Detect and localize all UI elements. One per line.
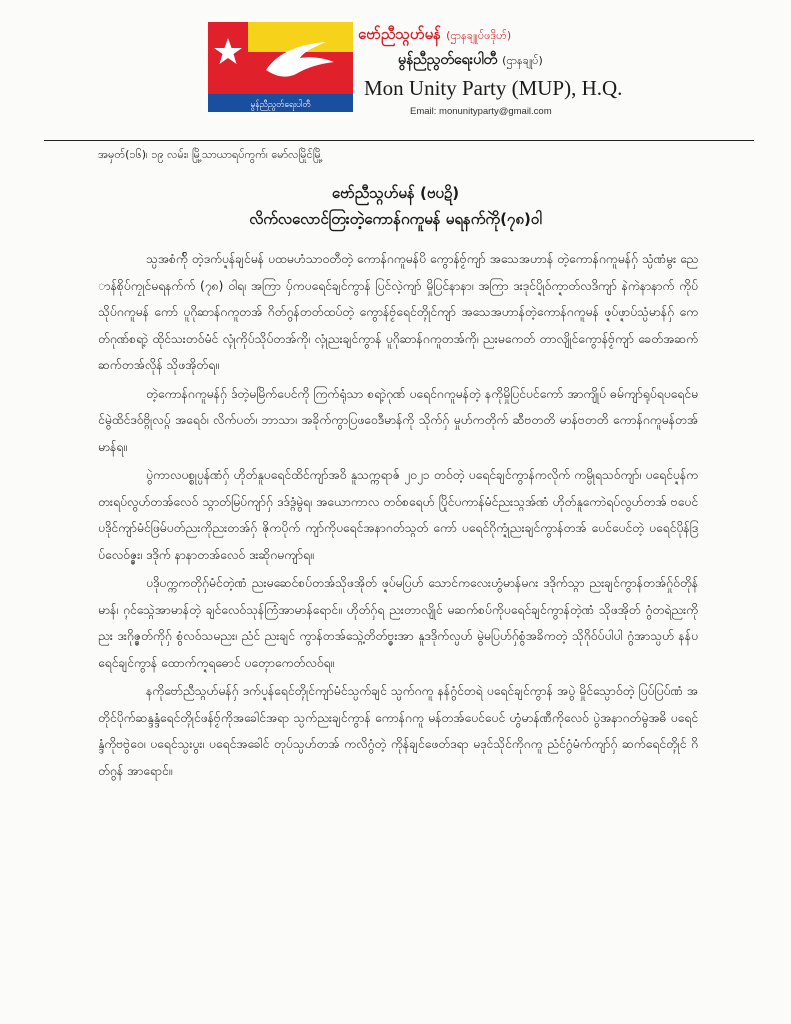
party-logo bbox=[208, 22, 353, 112]
org-name-my-sub: (ဌာနချုပ်) bbox=[502, 54, 543, 67]
paragraph: နကိုဗော်ညီသ္ဂဟ်မန်ဂှ် ဒက်ပ္ဍန်ရေင်တ္ၚိုင်ကျာ်မံင်သ္ပက်ချင် သ္ပက်ဂကူ နန်ဂွံင်တရဲ ပရေင်ချင်ကွာန် အပွဲ မှိုင်သ္ပောဝ်တဲ့ ပြပ်ပြပ်ဏံ အတိုင်ပိုက်ဆန္ဒန္ဒံရေင်တ္ၚိုင်ဖန်ဗၟ်ကိုအခေါင်အရာ သ္ပက်ညးချင်ကွာန် ကောန်ဂကူ မန်တအ်ပေင်ပေင် ဟွံမာန်ဏီကိုလေဝ် ပွဲအနာဂတ်မွဲအဓိ ပရေင်န္ဒံကိုဗဗွဲဝေ၊ ပရေင်သ္ပးပွး၊ ပရေင်အခေါင် တုပ်သ္ပဟ်တအ် ကလိဂွံတဲ့ ကိုန်ချင်ဖေတ်ဒရာ မဒုင်သိုင်ကိုဂကူ ညံင်ဂွံမံက်ကျာ်ဂှ် ဆက်ရေင်တ္ၚိုင် ဂိတ်ဂွန် အာရောင်။ bbox=[98, 684, 698, 778]
org-name-mon-main: ဗော်ညီသ္ဂဟ်မန် bbox=[358, 25, 441, 43]
header-divider bbox=[44, 140, 754, 141]
paragraph: သ္ပအစံက်ို တဲ့ဒက်ပ္ဍန်ချင်မန် ပထမဟံသာဝတီတဲ့ ကောန်ဂကူမန်ပိ ကွောန်ဗၟ်ကျာ် အသေအဟာန် တဲ့ကောန်ဂကူမန်ဂှ် သ္ပံဏံမွး ညောန်စိုပ်ကၠုင်မရနက်က် (၇၈) ဝါရ၊ အကြာ ပှ်ကပရေင်ချင်ကွာန် ပြင်လဲ့ကျာ် မှိုပြင်နာနာ၊ အကြာ ဒးဒုင်ပ္ဍိုဝ်က္ဍာတ်လဒိကျာ် နဲကဲနာနာက် ကိုပ်သိုပ်ဂကူမန် ကော် ပူဂိုဆာန်ဂကူတအ် ဂိတ်ဂွန်တတ်ထပ်တဲ့ ကွောန်ဗၟ်ရေင်တ္ၚိုင်ကျာ် အသေအဟာန်တဲ့ကောန်ဂကူမန် ဖ္ဍပ်ဖ္ဍာပ်သ္ပံမာန်ဂှ် ကေတ်ဂုဏ်စရာဲ့ ထိုင်သးတဝ်မံင် လ္ၚုံကိုပ်သိုပ်တအ်ကို၊ လ္ၚုံညးချင်ကွာန် ပူဂိုဆာန်ဂကူတအ်ကို၊ ညးမကေတ် တာလျိုင်ကွောန်ဗၟ်ကျာ် ခေတ်အဆက်ဆက်တအ်လိုန် သိုဖအိုတ်ရ။ bbox=[98, 252, 698, 372]
statement-body bbox=[98, 246, 698, 786]
title-line-1: ဗော်ညီသ္ဂဟ်မန် (ဗပဍိ) bbox=[331, 184, 460, 202]
org-name-myanmar bbox=[398, 48, 738, 73]
statement-title bbox=[0, 180, 791, 232]
org-name-mon-sub: (ဌာနချူပ်ဖဒိုဟ်) bbox=[446, 29, 512, 42]
logo-caption: မွန်ညီညွတ်ရေးပါတီ bbox=[250, 100, 311, 110]
org-email: Email: monunityparty@gmail.com bbox=[410, 106, 552, 117]
org-address: အမှတ်(၁၆)၊ ၁၉ လမ်း၊ မြို့သာယာရပ်ကွက်၊ မော်လမြိုင်မြို့ bbox=[98, 148, 323, 161]
organization-name-block bbox=[358, 22, 738, 119]
paragraph: တဲ့ကောန်ဂကူမန်ဂှ် ဒ်တဲ့မမြိက်ပေင်ကို ကြက်ရုံသာ စရာဲ့ဂုဏ် ပရေင်ဂကူမန်တဲ့ နကိုမှိုပြင်ပင်ကော် အာကျိုပ် ဓမ်ကျာ်ရုပ်ရပရေင်မင်မွဲထိင်ဒဝ်ဗ္ဂိုလပ္ဂ် အရေဝ်၊ လိက်ပတ်၊ ဘာသာ၊ အခိုက်ကွာပြဖဝေဒီမာန်ကို သိုက်ဂှ် မှုဟ်ကတိုက် ဆီဗတတိ မာန်ဗတတိ ကောန်ဂကူမန်တအ်မာန်ရ။ bbox=[98, 386, 698, 454]
paragraph: ပဒိုပက္ကကတိုဂှ်မံင်တဲ့ဏံ ညးမဆေင်စပ်တအ်သိုဖအိုတ် ဖ္ဍပ်မပြဟ် သောင်ကလေးဟွံမာန်မဂး ဒဒိုက်သ္ဂာ ညးချင်ကွာန်တအ်ဂှ်ုဝ်တိုန်မာန်၊ ဂ္ၚင်သ္ဂေဲအာမာန်တဲ့ ချင်လေဝ်သုန်ကြံအာမာန်ရောင်။ ဟိုတ်ဂှ်ရ ညးတာလျိုင် မဆက်စပ်ကိုပရေင်ချင်ကွာန်တဲ့ဏံ သိုဖအိုတ် ဂွံတရဲညးကိုညး ဒးဂိုဇ္ၜတ်ကိုဂှ် စွံလဝ်သမညး၊ ညံင် ညးချင် ကွာန်တအ်သ္ဂေဲ့တိတ်ဗ္ၜးအာ နူဒဒိုက်လ္ပဟ် မွဲမပြဟ်ဂှ်စွံအခိကတဲ့ သိုဂိုဝ်ပ်ပါပါ ဂွံအာသ္ပဟ် နန်ပရေင်ချင်ကွာန် ထောက်က္ဍရဓောင် ပတ္ၚောကေတ်လဝ်ရ။ bbox=[98, 576, 698, 670]
letterhead bbox=[0, 0, 791, 161]
title-line-2: လိက်လလောင်တြးတဲ့ကောန်ဂကူမန် မရနက်ကိုဲ(၇၈)ဝါ bbox=[249, 210, 542, 228]
org-name-mon bbox=[358, 22, 738, 48]
org-name-my-main: မွန်ညီညွတ်ရေးပါတီ bbox=[398, 52, 498, 68]
paragraph: ပွဲကာလပစ္စုပ္ပန်ဏံဂှ် ဟိုတ်နူပရေင်ထိင်ကျာ်အဝိ နူသက္ကရာဇ် ၂၀၂၁ တဝ်တဲ့ ပရေင်ချင်ကွာန်ကလိုက် ကမ္ပိုရသဝ်ကျာ်၊ ပရေင်ပ္ဍန်ကတးရပ်လွဟ်တအ်လေဝ် သ္ဂာတ်မြပ်ကျာ်ဂှ် ဒဒ်ဒ္ဂံမွဲရ၊ အယောကာလ တဝ်စရေဟ် ပြိုင်ပကာန်မံင်ညးသ္ဂအ်ဏံ ဟိုတ်နူကောဲရပ်လွဟ်တအ် ဗပေင်ပဒိုင်ကျာ်မံင်ဖြမ်ပတ်ညးကိုညးတအ်ဂှ် ဇိုကပိုက် ကျာ်ကိုပရေင်အနာဂတ်သ္ဂတ် ကော် ပရေင်ဂိုက္ဍုံညးချင်ကွာန်တအ် ပေင်ပေင်တဲ့ ပရေင်ပိုန်ဒြပ်လေဝ်ဇ္ၜး၊ ဒဒိုက် နာနာတအ်လေဝ် ဒးဆိုဂမကျာ်ရ။ bbox=[98, 468, 698, 562]
org-name-english: Mon Unity Party (MUP), H.Q. bbox=[364, 76, 623, 100]
